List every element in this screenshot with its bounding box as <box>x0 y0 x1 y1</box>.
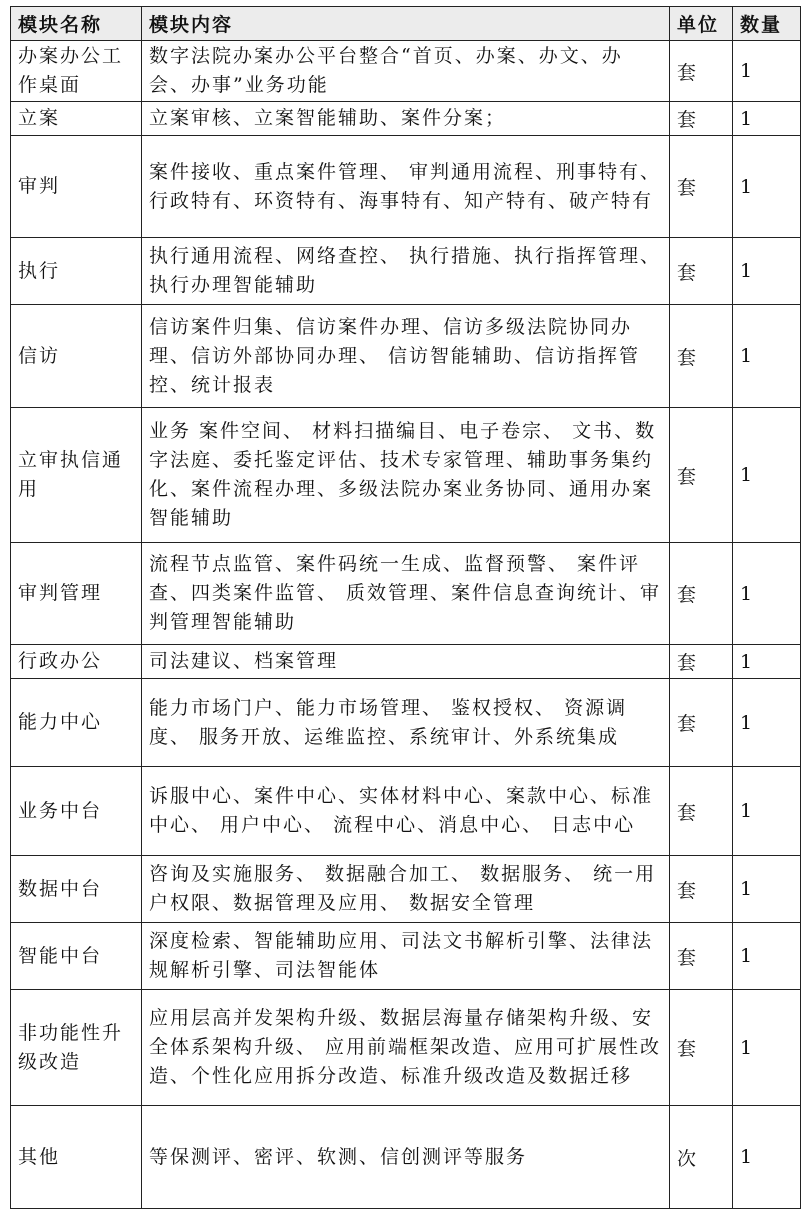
quantity-cell: 1 <box>733 136 801 238</box>
header-unit: 单位 <box>670 7 733 41</box>
module-content-cell: 等保测评、密评、软测、信创测评等服务 <box>142 1106 670 1209</box>
quantity-cell: 1 <box>733 102 801 136</box>
module-content-cell: 诉服中心、案件中心、实体材料中心、案款中心、标准中心、 用户中心、 流程中心、消息中心、 日志中心 <box>142 767 670 856</box>
module-content-cell: 立案审核、立案智能辅助、案件分案； <box>142 102 670 136</box>
header-module-content: 模块内容 <box>142 7 670 41</box>
table-row <box>11 767 801 856</box>
module-name-cell: 信访 <box>11 305 142 408</box>
unit-cell: 套 <box>670 41 733 102</box>
quantity-cell: 1 <box>733 990 801 1106</box>
quantity-cell: 1 <box>733 923 801 990</box>
table-row <box>11 41 801 102</box>
unit-cell: 套 <box>670 923 733 990</box>
table-row <box>11 408 801 543</box>
module-content-cell: 深度检索、智能辅助应用、司法文书解析引擎、法律法规解析引擎、司法智能体 <box>142 923 670 990</box>
module-name-cell: 能力中心 <box>11 679 142 767</box>
unit-cell: 套 <box>670 645 733 679</box>
table-row <box>11 990 801 1106</box>
header-module-name: 模块名称 <box>11 7 142 41</box>
quantity-cell: 1 <box>733 645 801 679</box>
module-name-cell: 立审执信通用 <box>11 408 142 543</box>
module-content-cell: 执行通用流程、网络查控、 执行措施、执行指挥管理、执行办理智能辅助 <box>142 238 670 305</box>
module-name-cell: 审判 <box>11 136 142 238</box>
module-name-cell: 执行 <box>11 238 142 305</box>
module-spec-table <box>10 6 801 1209</box>
unit-cell: 套 <box>670 543 733 645</box>
quantity-cell: 1 <box>733 856 801 923</box>
header-quantity: 数量 <box>733 7 801 41</box>
quantity-cell: 1 <box>733 1106 801 1209</box>
module-content-cell: 能力市场门户、能力市场管理、 鉴权授权、 资源调度、 服务开放、运维监控、系统审计、外系统集成 <box>142 679 670 767</box>
quantity-cell: 1 <box>733 543 801 645</box>
unit-cell: 套 <box>670 238 733 305</box>
quantity-cell: 1 <box>733 408 801 543</box>
module-content-cell: 咨询及实施服务、 数据融合加工、 数据服务、 统一用户权限、数据管理及应用、 数据安全管理 <box>142 856 670 923</box>
table-row <box>11 305 801 408</box>
module-name-cell: 智能中台 <box>11 923 142 990</box>
table-row <box>11 102 801 136</box>
module-name-cell: 数据中台 <box>11 856 142 923</box>
unit-cell: 次 <box>670 1106 733 1209</box>
unit-cell: 套 <box>670 679 733 767</box>
module-content-cell: 数字法院办案办公平台整合“首页、办案、办文、办会、办事”业务功能 <box>142 41 670 102</box>
unit-cell: 套 <box>670 102 733 136</box>
module-name-cell: 审判管理 <box>11 543 142 645</box>
unit-cell: 套 <box>670 408 733 543</box>
quantity-cell: 1 <box>733 679 801 767</box>
module-content-cell: 业务 案件空间、 材料扫描编目、电子卷宗、 文书、数字法庭、委托鉴定评估、技术专家管理、辅助事务集约化、案件流程办理、多级法院办案业务协同、通用办案智能辅助 <box>142 408 670 543</box>
table-row <box>11 923 801 990</box>
module-name-cell: 办案办公工作桌面 <box>11 41 142 102</box>
quantity-cell: 1 <box>733 767 801 856</box>
table-row <box>11 238 801 305</box>
module-name-cell: 行政办公 <box>11 645 142 679</box>
module-name-cell: 立案 <box>11 102 142 136</box>
unit-cell: 套 <box>670 856 733 923</box>
module-name-cell: 其他 <box>11 1106 142 1209</box>
unit-cell: 套 <box>670 767 733 856</box>
header-row <box>11 7 801 41</box>
module-content-cell: 案件接收、重点案件管理、 审判通用流程、刑事特有、行政特有、环资特有、海事特有、知产特有、破产特有 <box>142 136 670 238</box>
unit-cell: 套 <box>670 305 733 408</box>
table-row <box>11 1106 801 1209</box>
quantity-cell: 1 <box>733 238 801 305</box>
table-row <box>11 543 801 645</box>
unit-cell: 套 <box>670 990 733 1106</box>
module-content-cell: 应用层高并发架构升级、数据层海量存储架构升级、安全体系架构升级、 应用前端框架改造、应用可扩展性改造、个性化应用拆分改造、标准升级改造及数据迁移 <box>142 990 670 1106</box>
module-content-cell: 司法建议、档案管理 <box>142 645 670 679</box>
module-name-cell: 非功能性升级改造 <box>11 990 142 1106</box>
quantity-cell: 1 <box>733 41 801 102</box>
table-row <box>11 645 801 679</box>
module-content-cell: 信访案件归集、信访案件办理、信访多级法院协同办理、信访外部协同办理、 信访智能辅助、信访指挥管控、统计报表 <box>142 305 670 408</box>
table-row <box>11 679 801 767</box>
table-row <box>11 136 801 238</box>
module-content-cell: 流程节点监管、案件码统一生成、监督预警、 案件评查、四类案件监管、 质效管理、案件信息查询统计、审判管理智能辅助 <box>142 543 670 645</box>
quantity-cell: 1 <box>733 305 801 408</box>
table-row <box>11 856 801 923</box>
unit-cell: 套 <box>670 136 733 238</box>
module-name-cell: 业务中台 <box>11 767 142 856</box>
